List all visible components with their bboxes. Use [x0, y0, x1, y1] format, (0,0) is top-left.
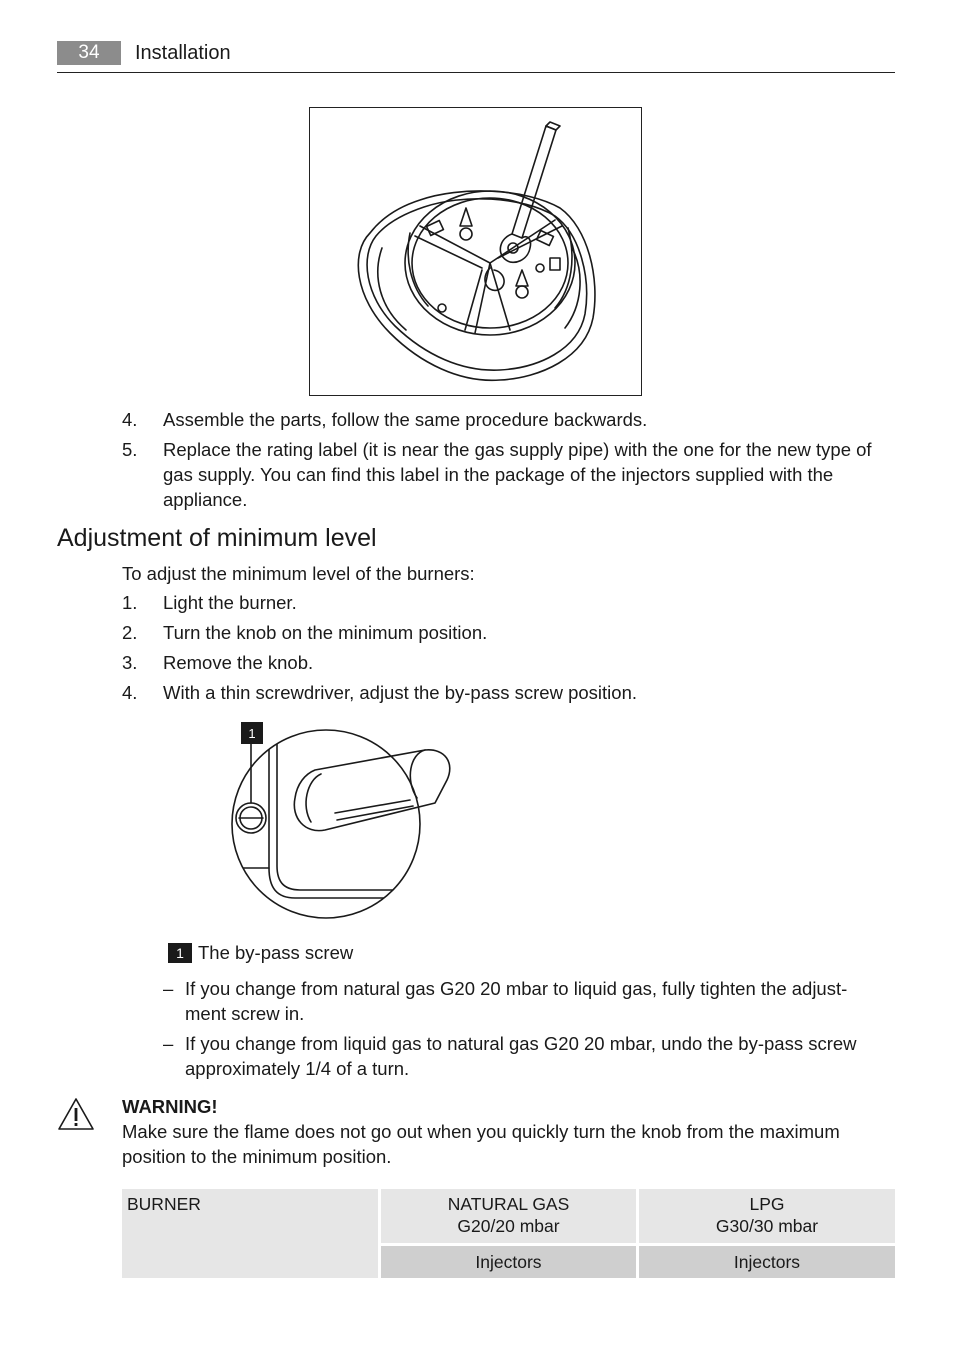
warning-triangle-icon [57, 1097, 95, 1131]
legend-text: The by-pass screw [198, 942, 354, 963]
callout-label: 1 [248, 726, 256, 741]
table-header-burner: BURNER [122, 1189, 378, 1278]
list-item-number: 3. [122, 652, 138, 673]
section-title: Installation [135, 42, 231, 64]
table-subheader-injectors: Injectors [639, 1246, 895, 1278]
warning-title: WARNING! [122, 1096, 218, 1117]
table-header-lpg [639, 1189, 895, 1243]
list-item-text: Assemble the parts, follow the same procedure backwards. [163, 409, 648, 430]
bypass-screw-illustration [225, 718, 475, 923]
list-item-number: 1. [122, 592, 138, 613]
warning-text: Make sure the flame does not go out when you quickly turn the knob from the maximum position to the minimum position. [122, 1121, 840, 1167]
table-header-line: G20/20 mbar [457, 1216, 560, 1236]
legend-number: 1 [168, 943, 192, 963]
injector-table [122, 1189, 895, 1279]
table-header-natural-gas [381, 1189, 636, 1243]
page-number: 34 [57, 41, 121, 65]
list-item-number: 4. [122, 409, 138, 430]
table-header-line: NATURAL GAS [447, 1194, 570, 1214]
bullet-text: If you change from natural gas G20 20 mbar to liquid gas, fully tighten the adjust-ment screw in. [185, 978, 848, 1024]
list-item-text: Remove the knob. [163, 652, 314, 673]
list-item-text: With a thin screwdriver, adjust the by-pass screw position. [163, 682, 637, 703]
list-item-number: 5. [122, 439, 138, 460]
burner-injector-illustration [309, 107, 642, 396]
page-header [57, 40, 895, 73]
section-heading: Adjustment of minimum level [57, 524, 377, 552]
bullet-dash: – [163, 1033, 174, 1054]
list-item-text: Replace the rating label (it is near the gas supply pipe) with the one for the new type of gas supply. You can find this label in the package of the injectors supplied with the appliance. [163, 439, 872, 510]
table-header-line: LPG [749, 1194, 785, 1214]
list-item-number: 2. [122, 622, 138, 643]
intro-text: To adjust the minimum level of the burners: [122, 563, 475, 584]
list-item-text: Light the burner. [163, 592, 297, 613]
table-subheader-injectors: Injectors [381, 1246, 636, 1278]
figure-legend [168, 940, 353, 965]
bullet-dash: – [163, 978, 174, 999]
bullet-text: If you change from liquid gas to natural gas G20 20 mbar, undo the by-pass screw approximately 1/4 of a turn. [185, 1033, 857, 1079]
list-item-number: 4. [122, 682, 138, 703]
list-item-text: Turn the knob on the minimum position. [163, 622, 488, 643]
table-header-line: G30/30 mbar [715, 1216, 819, 1236]
